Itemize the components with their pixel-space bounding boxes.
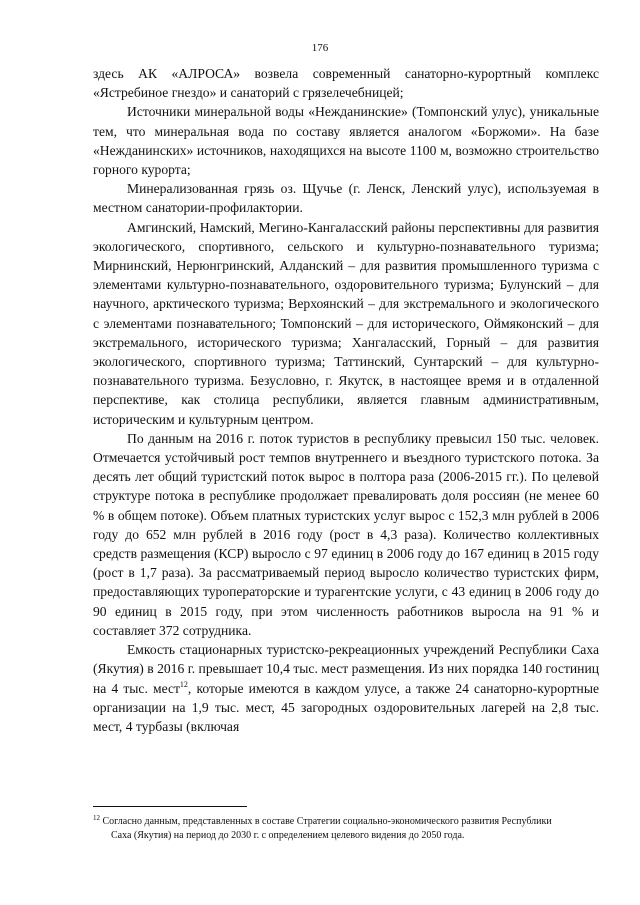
footnote-text-1: Согласно данным, представленных в составе Стратегии социально-экономического развития Республики — [100, 816, 552, 827]
footnote-separator — [93, 806, 247, 807]
body-text — [93, 64, 599, 736]
paragraph-1: здесь АК «АЛРОСА» возвела современный санаторно-курортный комплекс «Ястребиное гнездо» и санаторий с грязелечебницей; — [93, 66, 599, 101]
paragraph-3: Минерализованная грязь оз. Щучье (г. Ленск, Ленский улус), используемая в местном санатории-профилактории. — [93, 181, 599, 216]
paragraph-5: По данным на 2016 г. поток туристов в республику превысил 150 тыс. человек. Отмечается устойчивый рост темпов внутреннего и въездного туристского потока. За десять лет общий туристский поток вырос в полтора раза (2006-2015 гг.). По целевой структуре потока в республике продолжает превалировать доля россиян (не менее 60 % в общем потоке). Объем платных туристских услуг вырос с 152,3 млн рублей в 2006 году до 652 млн рублей в 2016 году (рост в 4,3 раза). Количество коллективных средств размещения (КСР) выросло с 97 единиц в 2006 году до 167 единиц в 2015 году (рост в 1,7 раза). За рассматриваемый период выросло количество туристских фирм, предоставляющих туроператорские и турагентские услуги, с 43 единиц в 2006 году до 90 единиц в 2015 году, при этом численность работников выросла на 91 % и составляет 372 сотрудника. — [93, 430, 599, 638]
page-number: 176 — [311, 42, 329, 54]
footnote-line-1 — [93, 815, 613, 829]
footnote-line-2: Саха (Якутия) на период до 2030 г. с определением целевого видения до 2050 года. — [111, 829, 465, 841]
footnote-reference: 12 — [179, 679, 188, 689]
footnote-marker: 12 — [93, 814, 100, 822]
paragraph-4: Амгинский, Намский, Мегино-Кангаласский районы перспективны для развития экологического, спортивного, сельского и культурно-познавательного туризма; Мирнинский, Нерюнгринский, Алданский – для развития промышленного туризма с элементами культурно-познавательного, оздоровительного туризма; Булунский – для научного, арктического туризма; Верхоянский – для экстремального и экологического с элементами познавательного; Томпонский – для исторического, Оймяконский – для экстремального, исторического туризма; Хангаласский, Горный – для развития экологического, спортивного туризма; Таттинский, Сунтарский – для культурно-познавательного туризма. Безусловно, г. Якутск, в настоящее время и в отдаленной перспективе, как столица республики, является главным административным, историческим и культурным центром. — [93, 219, 599, 427]
paragraph-6-text-after: , которые имеются в каждом улусе, а также 24 санаторно-курортные организации на 1,9 тыс. мест, 45 загородных оздоровительных лагерей на 2,8 тыс. мест, 4 турбазы (включая — [93, 680, 599, 734]
paragraph-2: Источники минеральной воды «Нежданинские» (Томпонский улус), уникальные тем, что минеральная вода по составу является аналогом «Боржоми». На базе «Нежданинских» источников, находящихся на высоте 1100 м, возможно строительство горного курорта; — [93, 104, 599, 178]
paragraph-6 — [93, 640, 599, 736]
paragraph-6-text-before: Емкость стационарных туристско-рекреационных учреждений Республики Саха (Якутия) в 2016 г. превышает 10,4 тыс. мест размещения. Из них порядка 140 гостиниц на 4 тыс. мест — [93, 642, 599, 696]
footnote — [93, 815, 613, 842]
